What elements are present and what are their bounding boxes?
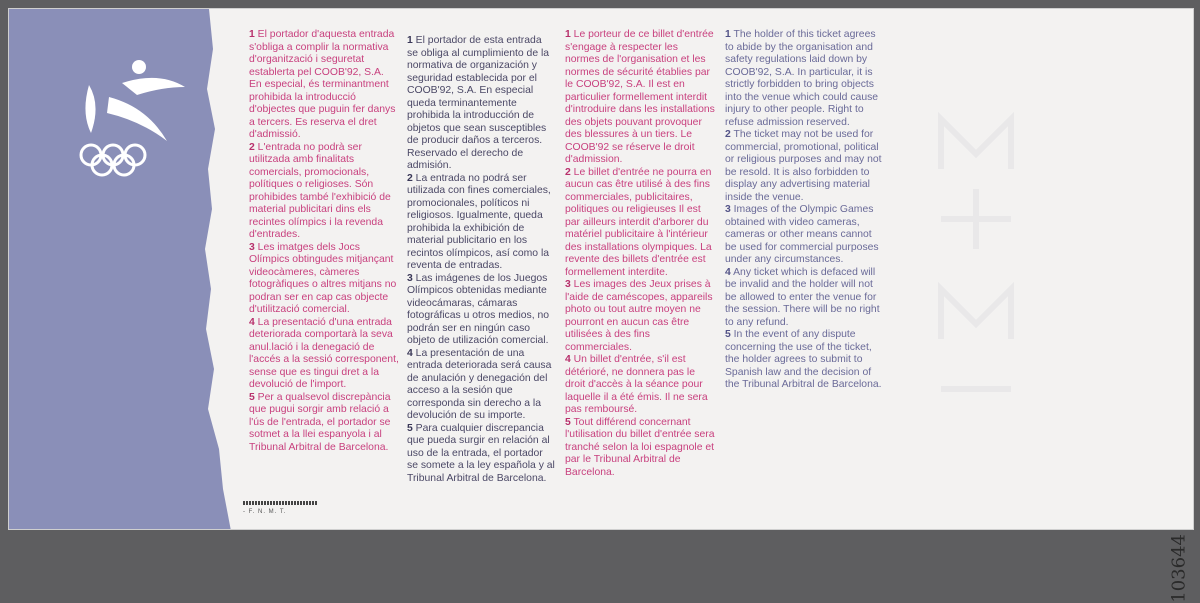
catalan-conditions [249,29,399,454]
clause-number: 1 [249,29,255,40]
spanish-conditions [407,35,555,485]
imprint-text: - F. N. M. T. [243,509,287,515]
clause-text: Per a qualsevol discrepància que pugui sorgir amb relació a l'ús de l'entrada, el portador se sotmet a la llei espanyola i al Tribunal Arbitral de Barcelona. [249,391,391,453]
clause-text: Para cualquier discrepancia que pueda surgir en relación al uso de la entrada, el portador se somete a la ley española y al Tribunal Arbitral de Barcelona. [407,422,555,484]
clause-number: 3 [725,204,731,215]
clause-number: 4 [565,354,571,365]
clause-text: The ticket may not be used for commercial, promotional, political or religious purposes and may not be resold. It is also forbidden to display any advertising material inside the venue. [725,129,882,203]
english-clause [725,29,885,129]
clause-text: Le porteur de ce billet d'entrée s'engage à respecter les normes de l'organisation et les normes de sécurité établies par le COOB'92, S.A. Il est en particulier formellement interdit d'introduire dans les installations des objets pouvant provoquer des blessures à un tiers. Le COOB'92 se réserve le droit d'admission. [565,29,715,165]
clause-number: 2 [725,129,731,140]
clause-text: The holder of this ticket agrees to abide by the organisation and safety regulations laid down by COOB'92, S.A. In particular, it is strictly forbidden to bring objects into the venue which could cause injury to other people. Right to refuse admission reserved. [725,29,879,128]
clause-number: 2 [407,172,413,184]
clause-number: 5 [407,422,413,434]
handwritten-number: 103644 [1169,534,1190,603]
french-clause [565,167,715,280]
barcelona92-olympic-logo [67,51,197,181]
clause-text: El portador de esta entrada se obliga al cumplimiento de la normativa de organización y seguridad establecida por el COOB'92, S.A. En especial queda terminantemente prohibida la introducción de objetos que sean susceptibles de producir daños a terceros. Reservado el derecho de admisión. [407,35,550,171]
clause-text: La presentación de una entrada deteriorada será causa de anulación y denegación del acceso a la sesión que corresponda sin derecho a la devolución de su importe. [407,347,552,421]
clause-number: 1 [565,29,571,40]
imprint-microprint [243,501,317,505]
english-clause [725,129,885,204]
clause-number: 5 [249,391,255,403]
clause-text: Any ticket which is defaced will be invalid and the holder will not be allowed to enter the venue for the session. There will be no right to any refund. [725,266,880,328]
clause-text: Le billet d'entrée ne pourra en aucun cas être utilisé à des fins commerciales, publicitaires, politiques ou religieuses Il est par ailleurs interdit d'arborer du matériel publicitaire à l'intérieur des installations olympiques. La revente des billets d'entrée est formellement interdite. [565,166,712,278]
clause-text: El portador d'aquesta entrada s'obliga a complir la normativa d'organització i seguretat establerta pel COOB'92, S.A. En especial, és terminantment prohibida la introducció d'objectes que puguin fer danys a tercers. Es reserva el dret d'admissió. [249,29,396,140]
clause-text: Un billet d'entrée, s'il est détérioré, ne donnera pas le droit d'accès à la séance pour laquelle il a été émis. Il ne sera pas remboursé. [565,354,708,415]
catalan-clause [249,29,399,142]
catalan-clause [249,242,399,317]
spanish-clause [407,423,555,486]
clause-number: 3 [565,279,571,290]
clause-number: 5 [725,329,731,340]
clause-text: Images of the Olympic Games obtained with video cameras, cameras or other means cannot be used for commercial purposes under any circumstances. [725,204,879,265]
french-conditions [565,29,715,479]
clause-text: La entrada no podrá ser utilizada con fines comerciales, promocionales, políticos ni religiosos. Igualmente, queda prohibida la exhibición de material publicitario en los recintos olímpicos, así como la reventa de entradas. [407,172,551,271]
clause-text: Tout différend concernant l'utilisation du billet d'entrée sera tranché selon la loi espagnole et par le Tribunal Arbitral de Barcelona. [565,416,715,478]
clause-number: 2 [565,166,571,178]
catalan-clause [249,142,399,242]
spanish-clause [407,273,555,348]
clause-number: 2 [249,141,255,153]
spanish-clause [407,35,555,173]
english-clause [725,329,885,392]
printer-imprint [243,501,317,515]
clause-number: 4 [249,316,255,328]
clause-text: L'entrada no podrà ser utilitzada amb finalitats comercials, promocionals, polítiques o religioses. Són prohibides també l'exhibició de material publicitari dins els recintes olímpics i la revenda d'entrades. [249,141,391,240]
catalan-clause [249,392,399,455]
clause-number: 1 [407,35,413,46]
clause-text: Les images des Jeux prises à l'aide de caméscopes, appareils photo ou tout autre moyen ne pourront en aucun cas être utilisées à des fins commerciales. [565,279,713,353]
french-clause [565,279,715,354]
decorative-band [9,9,245,530]
clause-number: 4 [407,347,413,359]
catalan-clause [249,317,399,392]
english-clause [725,267,885,330]
english-conditions [725,29,885,392]
french-clause [565,417,715,480]
clause-text: Les imatges dels Jocs Olímpics obtingudes mitjançant videocàmeres, càmeres fotogràfiques o altres mitjans no podran ser en cap cas objecte d'utilització comercial. [249,241,397,315]
english-clause [725,204,885,267]
clause-number: 4 [725,266,731,278]
ticket-back [8,8,1194,530]
spanish-clause [407,348,555,423]
clause-text: In the event of any dispute concerning the use of the ticket, the holder agrees to submit to Spanish law and the decision of the Tribunal Arbitral de Barcelona. [725,329,882,390]
clause-text: Las imágenes de los Juegos Olímpicos obtenidas mediante videocámaras, cámaras fotográficas u otros medios, no podrán ser en ningún caso objeto de utilización comercial. [407,272,550,346]
clause-number: 5 [565,416,571,428]
watermark [921,99,1031,419]
spanish-clause [407,173,555,273]
clause-number: 3 [407,272,413,284]
clause-text: La presentació d'una entrada deteriorada comportarà la seva anul.lació i la denegació de l'accés a la sessió corresponent, sense que es tingui dret a la devolució de l'import. [249,316,399,390]
french-clause [565,29,715,167]
clause-number: 3 [249,241,255,253]
french-clause [565,354,715,417]
clause-number: 1 [725,29,731,40]
